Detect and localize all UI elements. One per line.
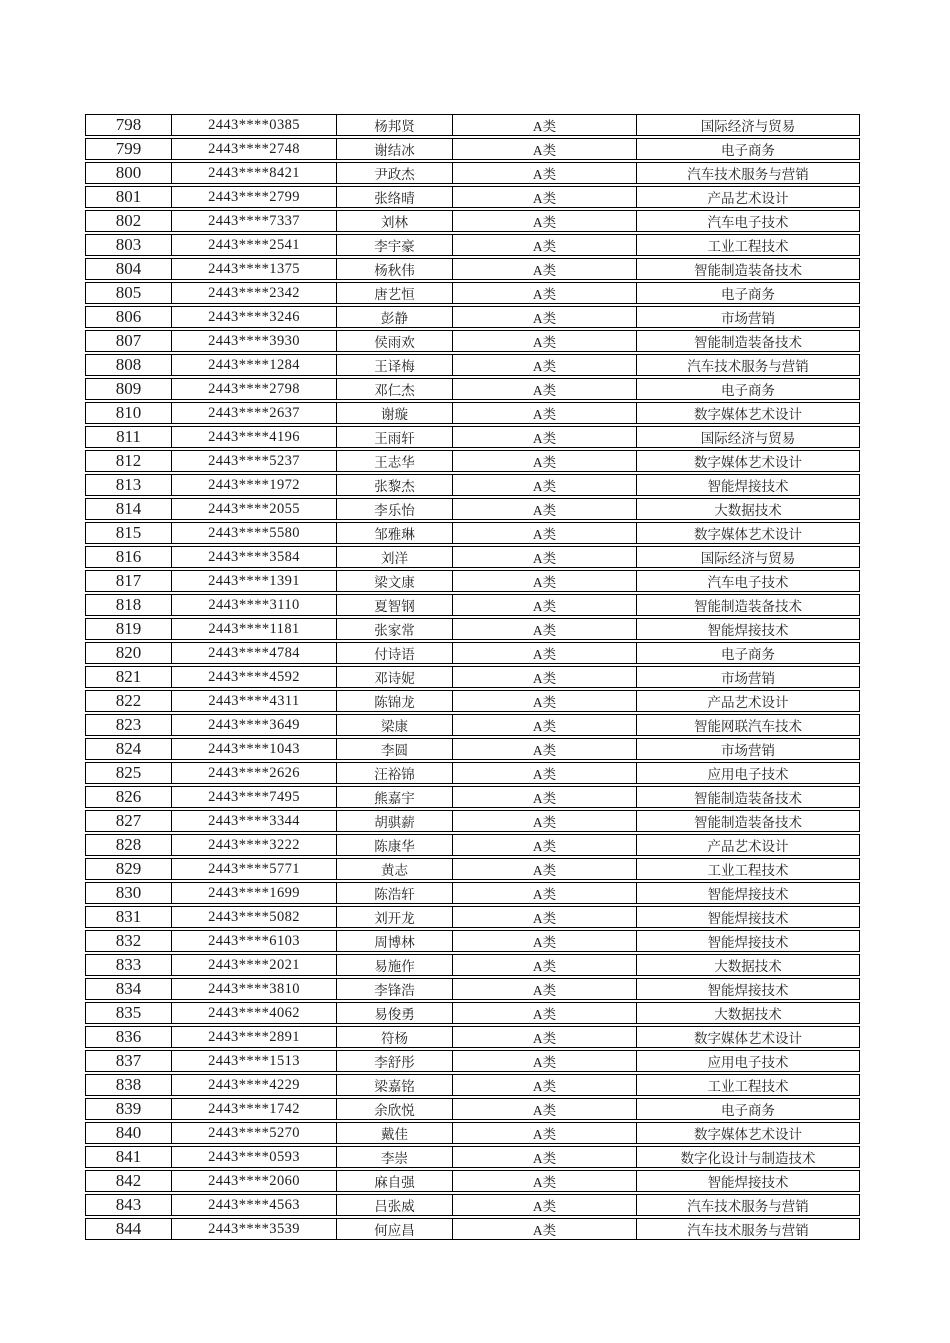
cell-serial-number: 831 bbox=[85, 906, 172, 928]
cell-serial-number: 813 bbox=[85, 474, 172, 496]
cell-major: 数字媒体艺术设计 bbox=[637, 1026, 860, 1048]
table-row bbox=[85, 306, 860, 328]
cell-serial-number: 812 bbox=[85, 450, 172, 472]
table-row bbox=[85, 498, 860, 520]
cell-name: 梁文康 bbox=[337, 570, 453, 592]
cell-category: A类 bbox=[453, 1218, 637, 1240]
cell-serial-number: 820 bbox=[85, 642, 172, 664]
table-row bbox=[85, 114, 860, 136]
cell-category: A类 bbox=[453, 162, 637, 184]
cell-serial-number: 826 bbox=[85, 786, 172, 808]
cell-exam-id: 2443****2748 bbox=[172, 138, 337, 160]
cell-name: 陈锦龙 bbox=[337, 690, 453, 712]
cell-serial-number: 814 bbox=[85, 498, 172, 520]
table-row bbox=[85, 714, 860, 736]
admission-roster-table bbox=[85, 112, 860, 1242]
cell-name: 张黎杰 bbox=[337, 474, 453, 496]
cell-exam-id: 2443****5270 bbox=[172, 1122, 337, 1144]
table-row bbox=[85, 762, 860, 784]
cell-serial-number: 816 bbox=[85, 546, 172, 568]
table-row bbox=[85, 738, 860, 760]
cell-serial-number: 808 bbox=[85, 354, 172, 376]
cell-major: 数字媒体艺术设计 bbox=[637, 402, 860, 424]
cell-serial-number: 840 bbox=[85, 1122, 172, 1144]
table-row bbox=[85, 402, 860, 424]
cell-name: 李圆 bbox=[337, 738, 453, 760]
cell-category: A类 bbox=[453, 978, 637, 1000]
cell-major: 智能制造装备技术 bbox=[637, 330, 860, 352]
document-page bbox=[85, 112, 860, 1242]
cell-exam-id: 2443****3649 bbox=[172, 714, 337, 736]
cell-exam-id: 2443****1513 bbox=[172, 1050, 337, 1072]
table-row bbox=[85, 330, 860, 352]
cell-category: A类 bbox=[453, 714, 637, 736]
cell-serial-number: 803 bbox=[85, 234, 172, 256]
cell-serial-number: 810 bbox=[85, 402, 172, 424]
table-row bbox=[85, 978, 860, 1000]
cell-major: 应用电子技术 bbox=[637, 762, 860, 784]
cell-name: 侯雨欢 bbox=[337, 330, 453, 352]
table-row bbox=[85, 282, 860, 304]
cell-exam-id: 2443****6103 bbox=[172, 930, 337, 952]
cell-name: 刘开龙 bbox=[337, 906, 453, 928]
cell-name: 周博林 bbox=[337, 930, 453, 952]
table-row bbox=[85, 570, 860, 592]
cell-major: 产品艺术设计 bbox=[637, 186, 860, 208]
cell-serial-number: 841 bbox=[85, 1146, 172, 1168]
cell-exam-id: 2443****1742 bbox=[172, 1098, 337, 1120]
cell-major: 智能焊接技术 bbox=[637, 474, 860, 496]
cell-exam-id: 2443****5082 bbox=[172, 906, 337, 928]
table-row bbox=[85, 618, 860, 640]
cell-category: A类 bbox=[453, 1074, 637, 1096]
cell-major: 大数据技术 bbox=[637, 498, 860, 520]
cell-serial-number: 807 bbox=[85, 330, 172, 352]
cell-major: 智能焊接技术 bbox=[637, 978, 860, 1000]
cell-category: A类 bbox=[453, 258, 637, 280]
cell-major: 汽车技术服务与营销 bbox=[637, 1218, 860, 1240]
cell-serial-number: 844 bbox=[85, 1218, 172, 1240]
cell-category: A类 bbox=[453, 114, 637, 136]
cell-serial-number: 825 bbox=[85, 762, 172, 784]
table-row bbox=[85, 234, 860, 256]
cell-serial-number: 809 bbox=[85, 378, 172, 400]
cell-category: A类 bbox=[453, 498, 637, 520]
cell-name: 符杨 bbox=[337, 1026, 453, 1048]
cell-name: 杨秋伟 bbox=[337, 258, 453, 280]
cell-category: A类 bbox=[453, 594, 637, 616]
cell-serial-number: 801 bbox=[85, 186, 172, 208]
cell-name: 梁嘉铭 bbox=[337, 1074, 453, 1096]
cell-serial-number: 839 bbox=[85, 1098, 172, 1120]
cell-major: 智能制造装备技术 bbox=[637, 786, 860, 808]
cell-serial-number: 817 bbox=[85, 570, 172, 592]
cell-serial-number: 842 bbox=[85, 1170, 172, 1192]
cell-name: 彭静 bbox=[337, 306, 453, 328]
cell-category: A类 bbox=[453, 306, 637, 328]
cell-name: 陈浩轩 bbox=[337, 882, 453, 904]
cell-serial-number: 806 bbox=[85, 306, 172, 328]
cell-major: 智能焊接技术 bbox=[637, 1170, 860, 1192]
table-row bbox=[85, 1218, 860, 1240]
table-row bbox=[85, 1002, 860, 1024]
cell-major: 工业工程技术 bbox=[637, 234, 860, 256]
cell-serial-number: 815 bbox=[85, 522, 172, 544]
cell-name: 刘洋 bbox=[337, 546, 453, 568]
table-row bbox=[85, 258, 860, 280]
table-row bbox=[85, 786, 860, 808]
cell-exam-id: 2443****5237 bbox=[172, 450, 337, 472]
table-row bbox=[85, 690, 860, 712]
cell-major: 产品艺术设计 bbox=[637, 690, 860, 712]
cell-name: 易施作 bbox=[337, 954, 453, 976]
cell-major: 数字化设计与制造技术 bbox=[637, 1146, 860, 1168]
cell-name: 王雨轩 bbox=[337, 426, 453, 448]
cell-major: 数字媒体艺术设计 bbox=[637, 522, 860, 544]
cell-category: A类 bbox=[453, 1026, 637, 1048]
cell-name: 谢璇 bbox=[337, 402, 453, 424]
cell-major: 汽车电子技术 bbox=[637, 210, 860, 232]
cell-name: 付诗语 bbox=[337, 642, 453, 664]
cell-major: 国际经济与贸易 bbox=[637, 546, 860, 568]
cell-category: A类 bbox=[453, 690, 637, 712]
cell-exam-id: 2443****3222 bbox=[172, 834, 337, 856]
cell-exam-id: 2443****2799 bbox=[172, 186, 337, 208]
cell-category: A类 bbox=[453, 810, 637, 832]
cell-name: 熊嘉宇 bbox=[337, 786, 453, 808]
cell-name: 唐艺恒 bbox=[337, 282, 453, 304]
table-row bbox=[85, 138, 860, 160]
cell-exam-id: 2443****3344 bbox=[172, 810, 337, 832]
cell-category: A类 bbox=[453, 786, 637, 808]
cell-serial-number: 800 bbox=[85, 162, 172, 184]
cell-exam-id: 2443****3539 bbox=[172, 1218, 337, 1240]
cell-serial-number: 830 bbox=[85, 882, 172, 904]
cell-category: A类 bbox=[453, 522, 637, 544]
cell-major: 应用电子技术 bbox=[637, 1050, 860, 1072]
cell-category: A类 bbox=[453, 858, 637, 880]
cell-name: 李乐怡 bbox=[337, 498, 453, 520]
table-body bbox=[85, 114, 860, 1240]
cell-major: 数字媒体艺术设计 bbox=[637, 450, 860, 472]
cell-exam-id: 2443****2891 bbox=[172, 1026, 337, 1048]
cell-category: A类 bbox=[453, 1098, 637, 1120]
cell-name: 夏智钢 bbox=[337, 594, 453, 616]
cell-category: A类 bbox=[453, 402, 637, 424]
cell-major: 数字媒体艺术设计 bbox=[637, 1122, 860, 1144]
cell-major: 电子商务 bbox=[637, 642, 860, 664]
cell-exam-id: 2443****1391 bbox=[172, 570, 337, 592]
cell-exam-id: 2443****4563 bbox=[172, 1194, 337, 1216]
cell-name: 吕张威 bbox=[337, 1194, 453, 1216]
table-row bbox=[85, 474, 860, 496]
cell-category: A类 bbox=[453, 1122, 637, 1144]
table-row bbox=[85, 162, 860, 184]
cell-major: 汽车技术服务与营销 bbox=[637, 354, 860, 376]
table-row bbox=[85, 834, 860, 856]
cell-category: A类 bbox=[453, 642, 637, 664]
cell-name: 邓诗妮 bbox=[337, 666, 453, 688]
cell-name: 陈康华 bbox=[337, 834, 453, 856]
cell-exam-id: 2443****5580 bbox=[172, 522, 337, 544]
table-row bbox=[85, 642, 860, 664]
cell-category: A类 bbox=[453, 954, 637, 976]
cell-category: A类 bbox=[453, 930, 637, 952]
cell-name: 李锋浩 bbox=[337, 978, 453, 1000]
cell-major: 国际经济与贸易 bbox=[637, 114, 860, 136]
cell-category: A类 bbox=[453, 354, 637, 376]
table-row bbox=[85, 546, 860, 568]
cell-exam-id: 2443****0593 bbox=[172, 1146, 337, 1168]
cell-major: 电子商务 bbox=[637, 282, 860, 304]
cell-major: 大数据技术 bbox=[637, 954, 860, 976]
cell-exam-id: 2443****4062 bbox=[172, 1002, 337, 1024]
cell-exam-id: 2443****1284 bbox=[172, 354, 337, 376]
table-row bbox=[85, 906, 860, 928]
cell-exam-id: 2443****2541 bbox=[172, 234, 337, 256]
cell-exam-id: 2443****2055 bbox=[172, 498, 337, 520]
cell-serial-number: 819 bbox=[85, 618, 172, 640]
table-row bbox=[85, 450, 860, 472]
cell-category: A类 bbox=[453, 882, 637, 904]
cell-name: 谢结冰 bbox=[337, 138, 453, 160]
cell-name: 何应昌 bbox=[337, 1218, 453, 1240]
cell-exam-id: 2443****2637 bbox=[172, 402, 337, 424]
cell-exam-id: 2443****4196 bbox=[172, 426, 337, 448]
cell-serial-number: 804 bbox=[85, 258, 172, 280]
cell-exam-id: 2443****3110 bbox=[172, 594, 337, 616]
cell-name: 杨邦贤 bbox=[337, 114, 453, 136]
cell-serial-number: 802 bbox=[85, 210, 172, 232]
cell-major: 智能制造装备技术 bbox=[637, 258, 860, 280]
cell-exam-id: 2443****8421 bbox=[172, 162, 337, 184]
cell-serial-number: 835 bbox=[85, 1002, 172, 1024]
cell-category: A类 bbox=[453, 618, 637, 640]
cell-name: 张家常 bbox=[337, 618, 453, 640]
cell-name: 尹政杰 bbox=[337, 162, 453, 184]
cell-name: 余欣悦 bbox=[337, 1098, 453, 1120]
cell-major: 汽车技术服务与营销 bbox=[637, 162, 860, 184]
cell-exam-id: 2443****3584 bbox=[172, 546, 337, 568]
cell-category: A类 bbox=[453, 546, 637, 568]
cell-major: 智能焊接技术 bbox=[637, 930, 860, 952]
cell-category: A类 bbox=[453, 138, 637, 160]
cell-exam-id: 2443****1972 bbox=[172, 474, 337, 496]
table-row bbox=[85, 1098, 860, 1120]
table-row bbox=[85, 1194, 860, 1216]
cell-major: 智能网联汽车技术 bbox=[637, 714, 860, 736]
table-row bbox=[85, 354, 860, 376]
cell-category: A类 bbox=[453, 738, 637, 760]
cell-exam-id: 2443****3810 bbox=[172, 978, 337, 1000]
cell-major: 汽车技术服务与营销 bbox=[637, 1194, 860, 1216]
cell-exam-id: 2443****7495 bbox=[172, 786, 337, 808]
cell-serial-number: 832 bbox=[85, 930, 172, 952]
cell-category: A类 bbox=[453, 666, 637, 688]
cell-serial-number: 798 bbox=[85, 114, 172, 136]
cell-serial-number: 838 bbox=[85, 1074, 172, 1096]
cell-serial-number: 811 bbox=[85, 426, 172, 448]
cell-name: 王志华 bbox=[337, 450, 453, 472]
cell-major: 产品艺术设计 bbox=[637, 834, 860, 856]
table-row bbox=[85, 186, 860, 208]
cell-name: 王译梅 bbox=[337, 354, 453, 376]
cell-exam-id: 2443****0385 bbox=[172, 114, 337, 136]
cell-exam-id: 2443****3930 bbox=[172, 330, 337, 352]
cell-serial-number: 834 bbox=[85, 978, 172, 1000]
table-row bbox=[85, 858, 860, 880]
cell-name: 易俊勇 bbox=[337, 1002, 453, 1024]
table-row bbox=[85, 210, 860, 232]
cell-category: A类 bbox=[453, 1050, 637, 1072]
cell-name: 梁康 bbox=[337, 714, 453, 736]
cell-exam-id: 2443****2342 bbox=[172, 282, 337, 304]
cell-serial-number: 818 bbox=[85, 594, 172, 616]
table-row bbox=[85, 1050, 860, 1072]
table-row bbox=[85, 1146, 860, 1168]
cell-exam-id: 2443****4592 bbox=[172, 666, 337, 688]
cell-category: A类 bbox=[453, 378, 637, 400]
table-row bbox=[85, 522, 860, 544]
cell-serial-number: 822 bbox=[85, 690, 172, 712]
cell-category: A类 bbox=[453, 1146, 637, 1168]
cell-serial-number: 833 bbox=[85, 954, 172, 976]
cell-category: A类 bbox=[453, 330, 637, 352]
cell-serial-number: 823 bbox=[85, 714, 172, 736]
cell-major: 电子商务 bbox=[637, 378, 860, 400]
cell-exam-id: 2443****7337 bbox=[172, 210, 337, 232]
cell-serial-number: 837 bbox=[85, 1050, 172, 1072]
cell-exam-id: 2443****2798 bbox=[172, 378, 337, 400]
cell-category: A类 bbox=[453, 282, 637, 304]
table-row bbox=[85, 1122, 860, 1144]
cell-exam-id: 2443****1375 bbox=[172, 258, 337, 280]
cell-name: 汪裕锦 bbox=[337, 762, 453, 784]
cell-exam-id: 2443****4784 bbox=[172, 642, 337, 664]
table-row bbox=[85, 882, 860, 904]
table-row bbox=[85, 1170, 860, 1192]
table-row bbox=[85, 378, 860, 400]
cell-major: 市场营销 bbox=[637, 666, 860, 688]
cell-exam-id: 2443****2060 bbox=[172, 1170, 337, 1192]
cell-category: A类 bbox=[453, 570, 637, 592]
cell-category: A类 bbox=[453, 450, 637, 472]
cell-serial-number: 829 bbox=[85, 858, 172, 880]
cell-category: A类 bbox=[453, 906, 637, 928]
cell-exam-id: 2443****3246 bbox=[172, 306, 337, 328]
table-row bbox=[85, 1026, 860, 1048]
cell-major: 市场营销 bbox=[637, 306, 860, 328]
cell-name: 黄志 bbox=[337, 858, 453, 880]
cell-serial-number: 824 bbox=[85, 738, 172, 760]
cell-category: A类 bbox=[453, 474, 637, 496]
cell-major: 智能焊接技术 bbox=[637, 882, 860, 904]
cell-name: 邹雅琳 bbox=[337, 522, 453, 544]
cell-exam-id: 2443****2021 bbox=[172, 954, 337, 976]
cell-major: 智能焊接技术 bbox=[637, 906, 860, 928]
cell-name: 戴佳 bbox=[337, 1122, 453, 1144]
cell-major: 汽车电子技术 bbox=[637, 570, 860, 592]
cell-exam-id: 2443****4311 bbox=[172, 690, 337, 712]
cell-major: 市场营销 bbox=[637, 738, 860, 760]
cell-serial-number: 836 bbox=[85, 1026, 172, 1048]
cell-major: 智能制造装备技术 bbox=[637, 810, 860, 832]
cell-serial-number: 843 bbox=[85, 1194, 172, 1216]
cell-name: 麻自强 bbox=[337, 1170, 453, 1192]
table-row bbox=[85, 594, 860, 616]
cell-exam-id: 2443****1043 bbox=[172, 738, 337, 760]
cell-name: 刘林 bbox=[337, 210, 453, 232]
cell-category: A类 bbox=[453, 234, 637, 256]
cell-name: 李崇 bbox=[337, 1146, 453, 1168]
cell-exam-id: 2443****4229 bbox=[172, 1074, 337, 1096]
cell-name: 邓仁杰 bbox=[337, 378, 453, 400]
table-row bbox=[85, 810, 860, 832]
cell-major: 电子商务 bbox=[637, 138, 860, 160]
cell-major: 工业工程技术 bbox=[637, 858, 860, 880]
cell-serial-number: 827 bbox=[85, 810, 172, 832]
cell-category: A类 bbox=[453, 210, 637, 232]
cell-category: A类 bbox=[453, 834, 637, 856]
table-row bbox=[85, 1074, 860, 1096]
cell-serial-number: 799 bbox=[85, 138, 172, 160]
cell-serial-number: 828 bbox=[85, 834, 172, 856]
cell-major: 智能焊接技术 bbox=[637, 618, 860, 640]
cell-serial-number: 805 bbox=[85, 282, 172, 304]
cell-exam-id: 2443****1181 bbox=[172, 618, 337, 640]
table-row bbox=[85, 954, 860, 976]
cell-category: A类 bbox=[453, 1194, 637, 1216]
cell-name: 李宇豪 bbox=[337, 234, 453, 256]
cell-major: 智能制造装备技术 bbox=[637, 594, 860, 616]
cell-name: 李舒彤 bbox=[337, 1050, 453, 1072]
cell-major: 国际经济与贸易 bbox=[637, 426, 860, 448]
cell-category: A类 bbox=[453, 1170, 637, 1192]
table-row bbox=[85, 930, 860, 952]
cell-major: 大数据技术 bbox=[637, 1002, 860, 1024]
cell-major: 工业工程技术 bbox=[637, 1074, 860, 1096]
cell-category: A类 bbox=[453, 1002, 637, 1024]
cell-category: A类 bbox=[453, 186, 637, 208]
cell-name: 胡骐薪 bbox=[337, 810, 453, 832]
cell-major: 电子商务 bbox=[637, 1098, 860, 1120]
table-row bbox=[85, 666, 860, 688]
cell-exam-id: 2443****1699 bbox=[172, 882, 337, 904]
cell-category: A类 bbox=[453, 762, 637, 784]
cell-serial-number: 821 bbox=[85, 666, 172, 688]
cell-name: 张络晴 bbox=[337, 186, 453, 208]
cell-exam-id: 2443****2626 bbox=[172, 762, 337, 784]
cell-category: A类 bbox=[453, 426, 637, 448]
table-row bbox=[85, 426, 860, 448]
cell-exam-id: 2443****5771 bbox=[172, 858, 337, 880]
